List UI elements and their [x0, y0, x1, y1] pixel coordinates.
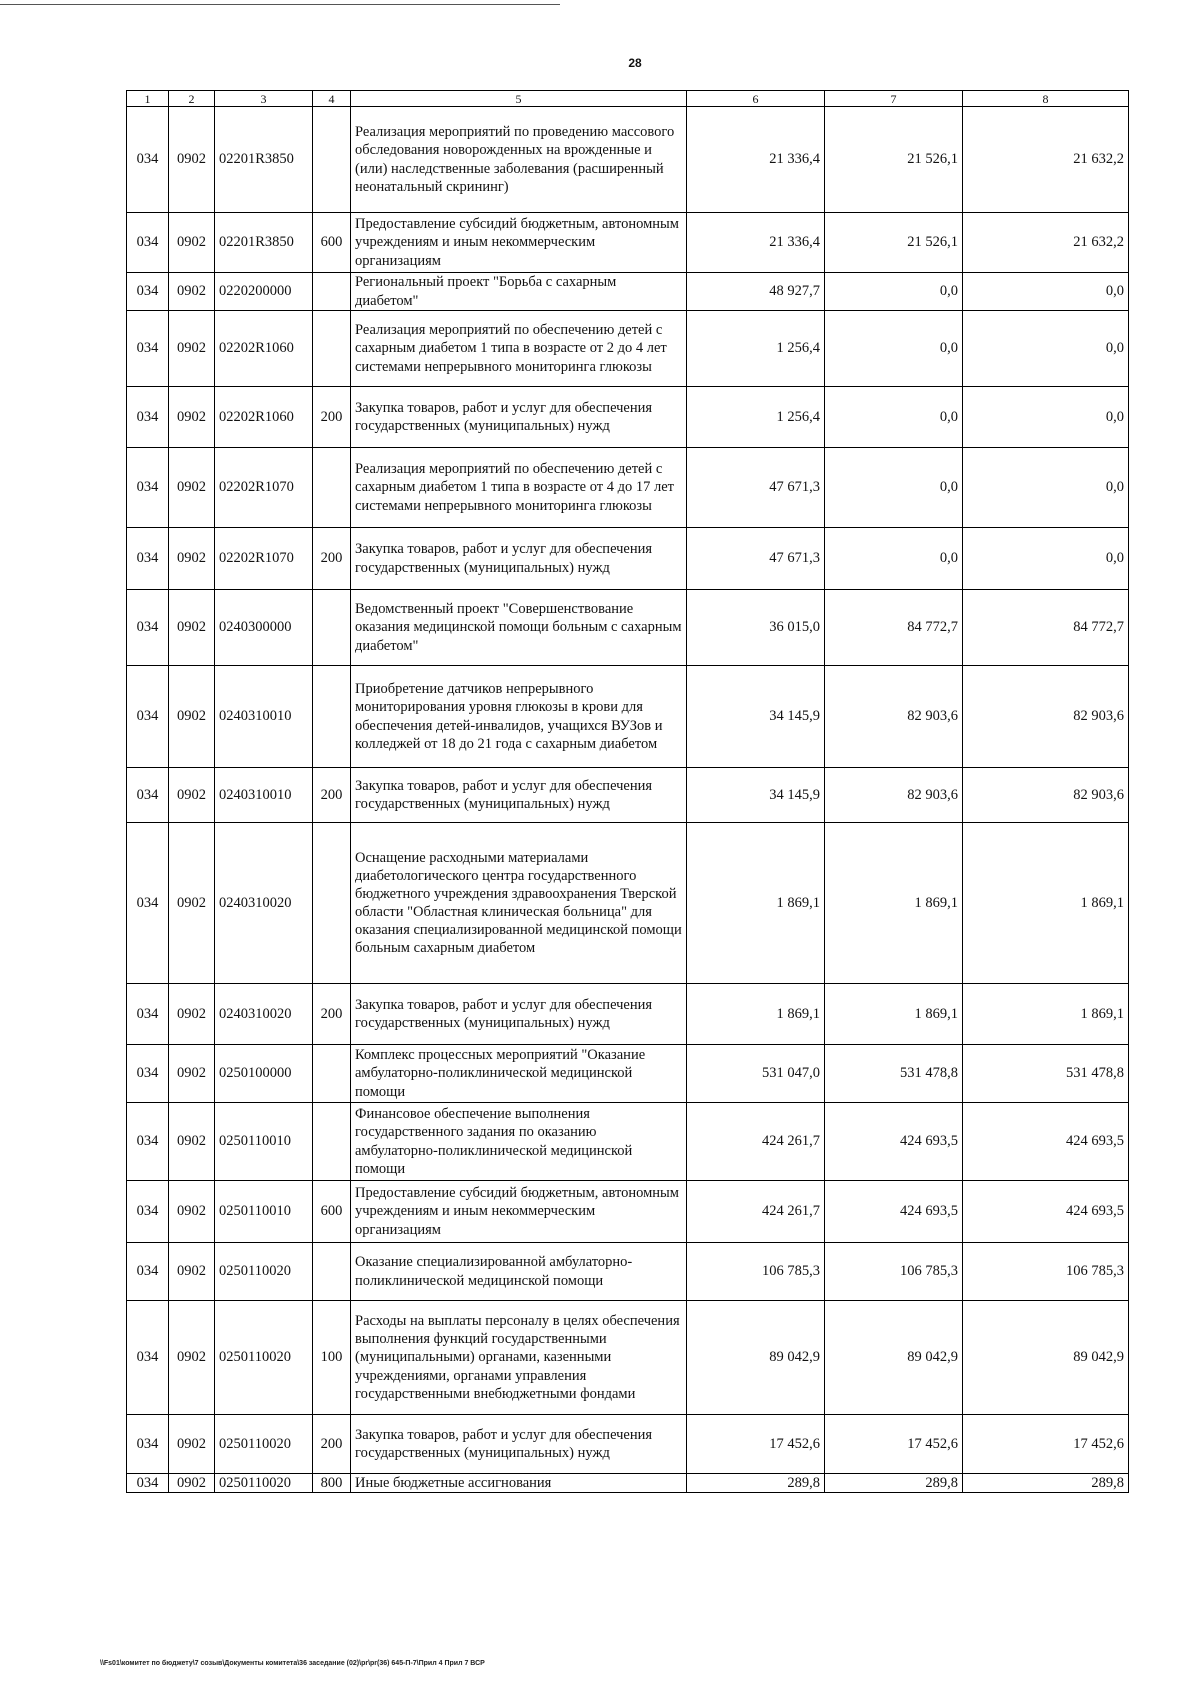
amount-year2-cell: 0,0 [825, 387, 963, 448]
table-row [127, 768, 1129, 823]
description-cell: Закупка товаров, работ и услуг для обеспечения государственных (муниципальных) нужд [351, 387, 687, 448]
description-cell: Реализация мероприятий по обеспечению детей с сахарным диабетом 1 типа в возрасте от 2 до 4 лет системами непрерывного мониторинга глюкозы [351, 311, 687, 387]
section-code-cell: 0902 [169, 387, 215, 448]
table-row [127, 1045, 1129, 1103]
table-row [127, 1474, 1129, 1493]
amount-year3-cell: 0,0 [963, 528, 1129, 590]
amount-year2-cell: 1 869,1 [825, 984, 963, 1045]
amount-year2-cell: 89 042,9 [825, 1301, 963, 1415]
amount-year3-cell: 531 478,8 [963, 1045, 1129, 1103]
amount-year3-cell: 17 452,6 [963, 1415, 1129, 1474]
expense-type-cell: 200 [313, 984, 351, 1045]
target-article-cell: 0250110010 [215, 1181, 313, 1243]
expense-type-cell: 200 [313, 768, 351, 823]
section-code-cell: 0902 [169, 768, 215, 823]
section-code-cell: 0902 [169, 1045, 215, 1103]
amount-year3-cell: 84 772,7 [963, 590, 1129, 666]
page-number: 28 [628, 56, 642, 70]
target-article-cell: 0250110010 [215, 1103, 313, 1181]
description-cell: Реализация мероприятий по обеспечению детей с сахарным диабетом 1 типа в возрасте от 4 до 17 лет системами непрерывного мониторинга глюкозы [351, 448, 687, 528]
table-row [127, 213, 1129, 273]
section-code-cell: 0902 [169, 311, 215, 387]
amount-year3-cell: 89 042,9 [963, 1301, 1129, 1415]
file-path-footer: \\Fs01\комитет по бюджету\7 созыв\Документы комитета\36 заседание (02)\pr\pr(36) 645-П-7\Прил 4 Прил 7 ВСР [100, 1660, 485, 1667]
department-code-cell: 034 [127, 1181, 169, 1243]
target-article-cell: 0250100000 [215, 1045, 313, 1103]
table-row [127, 1301, 1129, 1415]
table-row [127, 984, 1129, 1045]
target-article-cell: 02201R3850 [215, 213, 313, 273]
target-article-cell: 0250110020 [215, 1415, 313, 1474]
target-article-cell: 0250110020 [215, 1474, 313, 1493]
table-row [127, 107, 1129, 213]
department-code-cell: 034 [127, 823, 169, 984]
description-cell: Приобретение датчиков непрерывного мониторирования уровня глюкозы в крови для обеспечения детей-инвалидов, учащихся ВУЗов и колледжей от 18 до 21 года с сахарным диабетом [351, 666, 687, 768]
target-article-cell: 0240310020 [215, 823, 313, 984]
amount-year3-cell: 82 903,6 [963, 666, 1129, 768]
table-row [127, 1181, 1129, 1243]
target-article-cell: 02202R1070 [215, 528, 313, 590]
expense-type-cell [313, 666, 351, 768]
department-code-cell: 034 [127, 448, 169, 528]
section-code-cell: 0902 [169, 1181, 215, 1243]
amount-year1-cell: 1 256,4 [687, 311, 825, 387]
section-code-cell: 0902 [169, 1243, 215, 1301]
expense-type-cell: 200 [313, 1415, 351, 1474]
expense-type-cell [313, 1045, 351, 1103]
amount-year2-cell: 82 903,6 [825, 768, 963, 823]
section-code-cell: 0902 [169, 1103, 215, 1181]
amount-year3-cell: 1 869,1 [963, 823, 1129, 984]
amount-year3-cell: 0,0 [963, 387, 1129, 448]
section-code-cell: 0902 [169, 213, 215, 273]
column-number: 4 [313, 91, 351, 107]
department-code-cell: 034 [127, 590, 169, 666]
department-code-cell: 034 [127, 213, 169, 273]
section-code-cell: 0902 [169, 666, 215, 768]
section-code-cell: 0902 [169, 984, 215, 1045]
amount-year1-cell: 48 927,7 [687, 273, 825, 311]
section-code-cell: 0902 [169, 1474, 215, 1493]
expense-type-cell [313, 273, 351, 311]
amount-year1-cell: 531 047,0 [687, 1045, 825, 1103]
department-code-cell: 034 [127, 984, 169, 1045]
amount-year1-cell: 21 336,4 [687, 107, 825, 213]
table-row [127, 1243, 1129, 1301]
amount-year2-cell: 531 478,8 [825, 1045, 963, 1103]
department-code-cell: 034 [127, 107, 169, 213]
amount-year1-cell: 1 869,1 [687, 823, 825, 984]
description-cell: Закупка товаров, работ и услуг для обеспечения государственных (муниципальных) нужд [351, 768, 687, 823]
column-number: 5 [351, 91, 687, 107]
amount-year3-cell: 424 693,5 [963, 1103, 1129, 1181]
amount-year2-cell: 82 903,6 [825, 666, 963, 768]
description-cell: Иные бюджетные ассигнования [351, 1474, 687, 1493]
table-row [127, 387, 1129, 448]
description-cell: Ведомственный проект "Совершенствование оказания медицинской помощи больным с сахарным диабетом" [351, 590, 687, 666]
description-cell: Закупка товаров, работ и услуг для обеспечения государственных (муниципальных) нужд [351, 984, 687, 1045]
target-article-cell: 02202R1060 [215, 387, 313, 448]
target-article-cell: 02202R1070 [215, 448, 313, 528]
expense-type-cell [313, 107, 351, 213]
table-row [127, 528, 1129, 590]
description-cell: Финансовое обеспечение выполнения государственного задания по оказанию амбулаторно-поликлинической медицинской помощи [351, 1103, 687, 1181]
amount-year2-cell: 84 772,7 [825, 590, 963, 666]
amount-year1-cell: 17 452,6 [687, 1415, 825, 1474]
amount-year3-cell: 82 903,6 [963, 768, 1129, 823]
department-code-cell: 034 [127, 1045, 169, 1103]
amount-year2-cell: 0,0 [825, 273, 963, 311]
amount-year1-cell: 36 015,0 [687, 590, 825, 666]
amount-year1-cell: 34 145,9 [687, 768, 825, 823]
expense-type-cell [313, 311, 351, 387]
amount-year1-cell: 1 869,1 [687, 984, 825, 1045]
description-cell: Расходы на выплаты персоналу в целях обеспечения выполнения функций государственными (муниципальными) органами, казенными учреждениями, органами управления государственными внебюджетными фондами [351, 1301, 687, 1415]
section-code-cell: 0902 [169, 590, 215, 666]
department-code-cell: 034 [127, 768, 169, 823]
section-code-cell: 0902 [169, 273, 215, 311]
amount-year1-cell: 424 261,7 [687, 1103, 825, 1181]
description-cell: Комплекс процессных мероприятий "Оказание амбулаторно-поликлинической медицинской помощи [351, 1045, 687, 1103]
table-row [127, 590, 1129, 666]
table-row [127, 273, 1129, 311]
amount-year3-cell: 21 632,2 [963, 213, 1129, 273]
description-cell: Предоставление субсидий бюджетным, автономным учреждениям и иным некоммерческим организациям [351, 1181, 687, 1243]
amount-year2-cell: 0,0 [825, 311, 963, 387]
amount-year3-cell: 424 693,5 [963, 1181, 1129, 1243]
expense-type-cell: 100 [313, 1301, 351, 1415]
amount-year2-cell: 21 526,1 [825, 107, 963, 213]
department-code-cell: 034 [127, 311, 169, 387]
section-code-cell: 0902 [169, 1301, 215, 1415]
target-article-cell: 02201R3850 [215, 107, 313, 213]
department-code-cell: 034 [127, 1301, 169, 1415]
amount-year1-cell: 89 042,9 [687, 1301, 825, 1415]
department-code-cell: 034 [127, 1474, 169, 1493]
amount-year1-cell: 106 785,3 [687, 1243, 825, 1301]
department-code-cell: 034 [127, 1415, 169, 1474]
amount-year2-cell: 424 693,5 [825, 1103, 963, 1181]
section-code-cell: 0902 [169, 107, 215, 213]
expense-type-cell [313, 1103, 351, 1181]
column-number: 2 [169, 91, 215, 107]
amount-year1-cell: 1 256,4 [687, 387, 825, 448]
target-article-cell: 02202R1060 [215, 311, 313, 387]
amount-year3-cell: 21 632,2 [963, 107, 1129, 213]
target-article-cell: 0240310010 [215, 768, 313, 823]
description-cell: Предоставление субсидий бюджетным, автономным учреждениям и иным некоммерческим организациям [351, 213, 687, 273]
expense-type-cell: 200 [313, 387, 351, 448]
target-article-cell: 0240300000 [215, 590, 313, 666]
amount-year2-cell: 424 693,5 [825, 1181, 963, 1243]
amount-year2-cell: 106 785,3 [825, 1243, 963, 1301]
amount-year1-cell: 289,8 [687, 1474, 825, 1493]
section-code-cell: 0902 [169, 448, 215, 528]
department-code-cell: 034 [127, 387, 169, 448]
description-cell: Региональный проект "Борьба с сахарным диабетом" [351, 273, 687, 311]
column-number: 8 [963, 91, 1129, 107]
target-article-cell: 0250110020 [215, 1243, 313, 1301]
department-code-cell: 034 [127, 1103, 169, 1181]
amount-year1-cell: 47 671,3 [687, 528, 825, 590]
amount-year3-cell: 1 869,1 [963, 984, 1129, 1045]
target-article-cell: 0250110020 [215, 1301, 313, 1415]
amount-year1-cell: 424 261,7 [687, 1181, 825, 1243]
target-article-cell: 0220200000 [215, 273, 313, 311]
expense-type-cell [313, 1243, 351, 1301]
amount-year2-cell: 0,0 [825, 448, 963, 528]
description-cell: Оснащение расходными материалами диабетологического центра государственного бюджетного учреждения здравоохранения Тверской области "Областная клиническая больница" для оказания специализированной медицинской помощи больным сахарным диабетом [351, 823, 687, 984]
amount-year1-cell: 34 145,9 [687, 666, 825, 768]
amount-year3-cell: 0,0 [963, 448, 1129, 528]
section-code-cell: 0902 [169, 823, 215, 984]
expense-type-cell: 600 [313, 1181, 351, 1243]
column-number: 3 [215, 91, 313, 107]
expense-type-cell [313, 823, 351, 984]
scan-edge-line [0, 4, 560, 5]
description-cell: Закупка товаров, работ и услуг для обеспечения государственных (муниципальных) нужд [351, 528, 687, 590]
amount-year3-cell: 289,8 [963, 1474, 1129, 1493]
amount-year3-cell: 106 785,3 [963, 1243, 1129, 1301]
table-row [127, 1103, 1129, 1181]
section-code-cell: 0902 [169, 528, 215, 590]
column-number: 7 [825, 91, 963, 107]
budget-table [126, 90, 1129, 1493]
description-cell: Реализация мероприятий по проведению массового обследования новорожденных на врожденные и (или) наследственные заболевания (расширенный неонатальный скрининг) [351, 107, 687, 213]
expense-type-cell [313, 448, 351, 528]
table-row [127, 666, 1129, 768]
expense-type-cell: 600 [313, 213, 351, 273]
department-code-cell: 034 [127, 666, 169, 768]
amount-year2-cell: 21 526,1 [825, 213, 963, 273]
table-row [127, 311, 1129, 387]
amount-year3-cell: 0,0 [963, 311, 1129, 387]
description-cell: Закупка товаров, работ и услуг для обеспечения государственных (муниципальных) нужд [351, 1415, 687, 1474]
amount-year2-cell: 1 869,1 [825, 823, 963, 984]
expense-type-cell: 200 [313, 528, 351, 590]
expense-type-cell: 800 [313, 1474, 351, 1493]
department-code-cell: 034 [127, 1243, 169, 1301]
table-row [127, 823, 1129, 984]
expense-type-cell [313, 590, 351, 666]
target-article-cell: 0240310020 [215, 984, 313, 1045]
amount-year2-cell: 0,0 [825, 528, 963, 590]
description-cell: Оказание специализированной амбулаторно-поликлинической медицинской помощи [351, 1243, 687, 1301]
table-row [127, 448, 1129, 528]
table-row [127, 1415, 1129, 1474]
department-code-cell: 034 [127, 273, 169, 311]
target-article-cell: 0240310010 [215, 666, 313, 768]
column-number: 1 [127, 91, 169, 107]
column-number: 6 [687, 91, 825, 107]
amount-year2-cell: 289,8 [825, 1474, 963, 1493]
amount-year1-cell: 21 336,4 [687, 213, 825, 273]
section-code-cell: 0902 [169, 1415, 215, 1474]
department-code-cell: 034 [127, 528, 169, 590]
amount-year3-cell: 0,0 [963, 273, 1129, 311]
amount-year2-cell: 17 452,6 [825, 1415, 963, 1474]
column-number-row [127, 91, 1129, 107]
amount-year1-cell: 47 671,3 [687, 448, 825, 528]
